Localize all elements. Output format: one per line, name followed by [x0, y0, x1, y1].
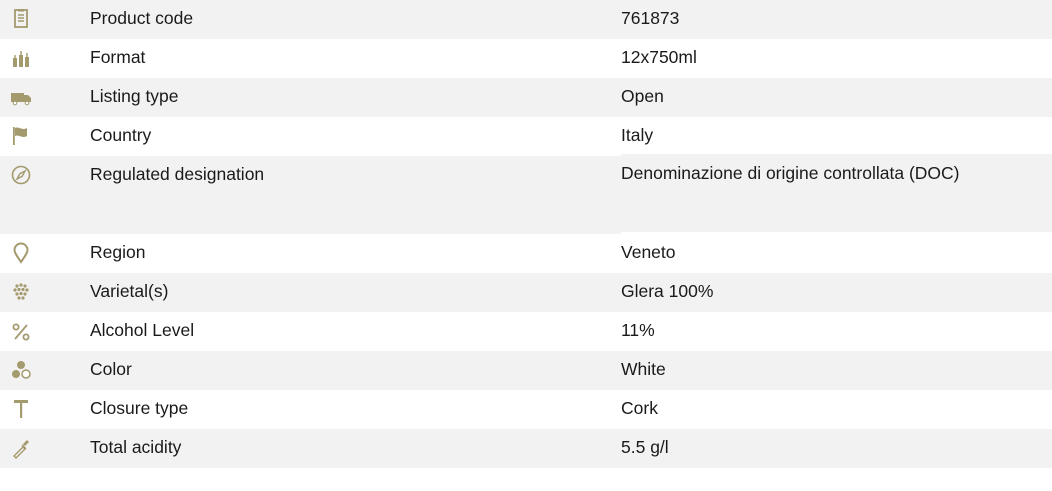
row-label: Format: [90, 47, 146, 67]
row-value: Veneto: [621, 242, 676, 262]
row-value: 11%: [621, 320, 655, 340]
row-label: Country: [90, 125, 152, 145]
row-label: Color: [90, 359, 132, 379]
row-value: 12x750ml: [621, 47, 697, 67]
row-value: 5.5 g/l: [621, 437, 669, 457]
row-value: Italy: [621, 125, 654, 145]
table-row: [0, 156, 1052, 234]
table-row: [0, 312, 1052, 351]
color-circles-icon: [10, 359, 32, 381]
table-row: [0, 234, 1052, 273]
row-value: White: [621, 359, 666, 379]
table-row: [0, 273, 1052, 312]
row-label: Total acidity: [90, 437, 182, 457]
row-value: 761873: [621, 8, 680, 28]
compass-icon: [10, 164, 32, 186]
row-value: Cork: [621, 398, 658, 418]
table-row: [0, 78, 1052, 117]
corkscrew-icon: [10, 398, 32, 420]
row-label: Product code: [90, 8, 194, 28]
table-row: [0, 390, 1052, 429]
bottles-icon: [10, 47, 32, 69]
row-label: Region: [90, 242, 146, 262]
dropper-icon: [10, 437, 32, 459]
document-icon: [10, 8, 32, 30]
row-label: Listing type: [90, 86, 179, 106]
percent-icon: [10, 320, 32, 342]
row-label: Regulated designation: [90, 164, 265, 184]
row-label: Varietal(s): [90, 281, 169, 301]
row-value: Open: [621, 86, 664, 106]
location-pin-icon: [10, 242, 32, 264]
truck-icon: [10, 86, 32, 108]
table-row: [0, 117, 1052, 156]
grapes-icon: [10, 281, 32, 303]
table-row: [0, 429, 1052, 468]
row-label: Alcohol Level: [90, 320, 195, 340]
row-value: Glera 100%: [621, 281, 714, 301]
table-row: [0, 0, 1052, 39]
row-value: Denominazione di origine controllata (DOC): [621, 163, 960, 183]
flag-icon: [10, 125, 32, 147]
table-row: [0, 39, 1052, 78]
table-row: [0, 351, 1052, 390]
row-label: Closure type: [90, 398, 189, 418]
